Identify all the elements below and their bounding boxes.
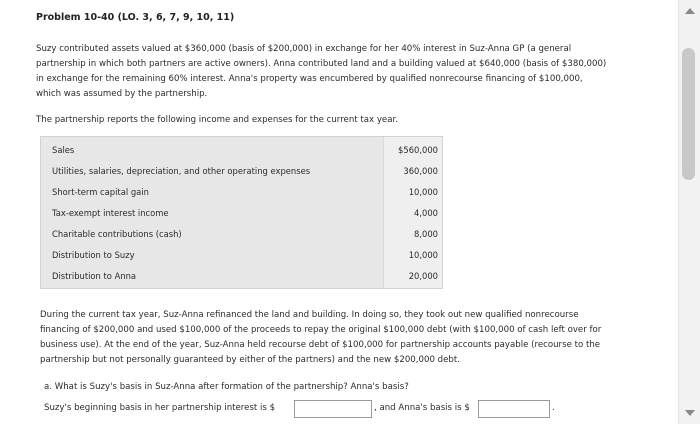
row-label: Tax-exempt interest income [52, 208, 169, 218]
row-value: 20,000 [408, 271, 438, 281]
row-label: Short-term capital gain [52, 187, 149, 197]
answer-suffix: . [552, 403, 555, 413]
row-label: Charitable contributions (cash) [52, 229, 182, 239]
after-line-3: business use). At the end of the year, Suz-Anna held recourse debt of $100,000 for partnership accounts payable (recourse to the [40, 340, 601, 350]
table-row [41, 203, 442, 223]
scroll-up-icon[interactable] [685, 8, 695, 14]
intro-line-4: which was assumed by the partnership. [36, 89, 208, 99]
suzy-basis-input[interactable] [294, 400, 372, 418]
row-label: Sales [52, 145, 75, 155]
intro-line-2: partnership in which both partners are active owners). Anna contributed land and a building valued at $640,000 (basis of $380,000) [36, 59, 607, 69]
intro-line-3: in exchange for the remaining 60% interest. Anna's property was encumbered by qualified nonrecourse financing of $100,000, [36, 74, 583, 84]
row-value: 4,000 [414, 208, 438, 218]
table-row [41, 161, 442, 181]
scroll-thumb[interactable] [682, 48, 695, 180]
table-row [41, 245, 442, 265]
table-row [41, 140, 442, 160]
row-value: 360,000 [403, 166, 438, 176]
income-expense-table [40, 136, 443, 289]
problem-title: Problem 10-40 (LO. 3, 6, 7, 9, 10, 11) [36, 12, 235, 23]
table-intro: The partnership reports the following income and expenses for the current tax year. [36, 115, 398, 125]
question-a: a. What is Suzy's basis in Suz-Anna after formation of the partnership? Anna's basis? [44, 382, 409, 392]
scroll-down-icon[interactable] [685, 410, 695, 416]
table-row [41, 182, 442, 202]
row-value: 10,000 [408, 187, 438, 197]
answer-prefix: Suzy's beginning basis in her partnership interest is $ [44, 403, 276, 413]
row-label: Utilities, salaries, depreciation, and other operating expenses [52, 166, 311, 176]
anna-basis-input[interactable] [478, 400, 550, 418]
row-value: $560,000 [398, 145, 438, 155]
after-line-4: partnership but not personally guaranteed by either of the partners) and the new $200,000 debt. [40, 355, 460, 365]
row-value: 8,000 [414, 229, 438, 239]
table-row [41, 224, 442, 244]
row-value: 10,000 [408, 250, 438, 260]
vertical-scrollbar[interactable] [678, 0, 700, 424]
row-label: Distribution to Suzy [52, 250, 135, 260]
after-line-1: During the current tax year, Suz-Anna refinanced the land and building. In doing so, they took out new qualified nonrecourse [40, 310, 579, 320]
after-line-2: financing of $200,000 and used $100,000 of the proceeds to repay the original $100,000 debt (with $100,000 of cash left over for [40, 325, 602, 335]
intro-line-1: Suzy contributed assets valued at $360,000 (basis of $200,000) in exchange for her 40% interest in Suz-Anna GP (a general [36, 44, 572, 54]
answer-middle: , and Anna's basis is $ [374, 403, 470, 413]
row-label: Distribution to Anna [52, 271, 137, 281]
table-row [41, 266, 442, 286]
